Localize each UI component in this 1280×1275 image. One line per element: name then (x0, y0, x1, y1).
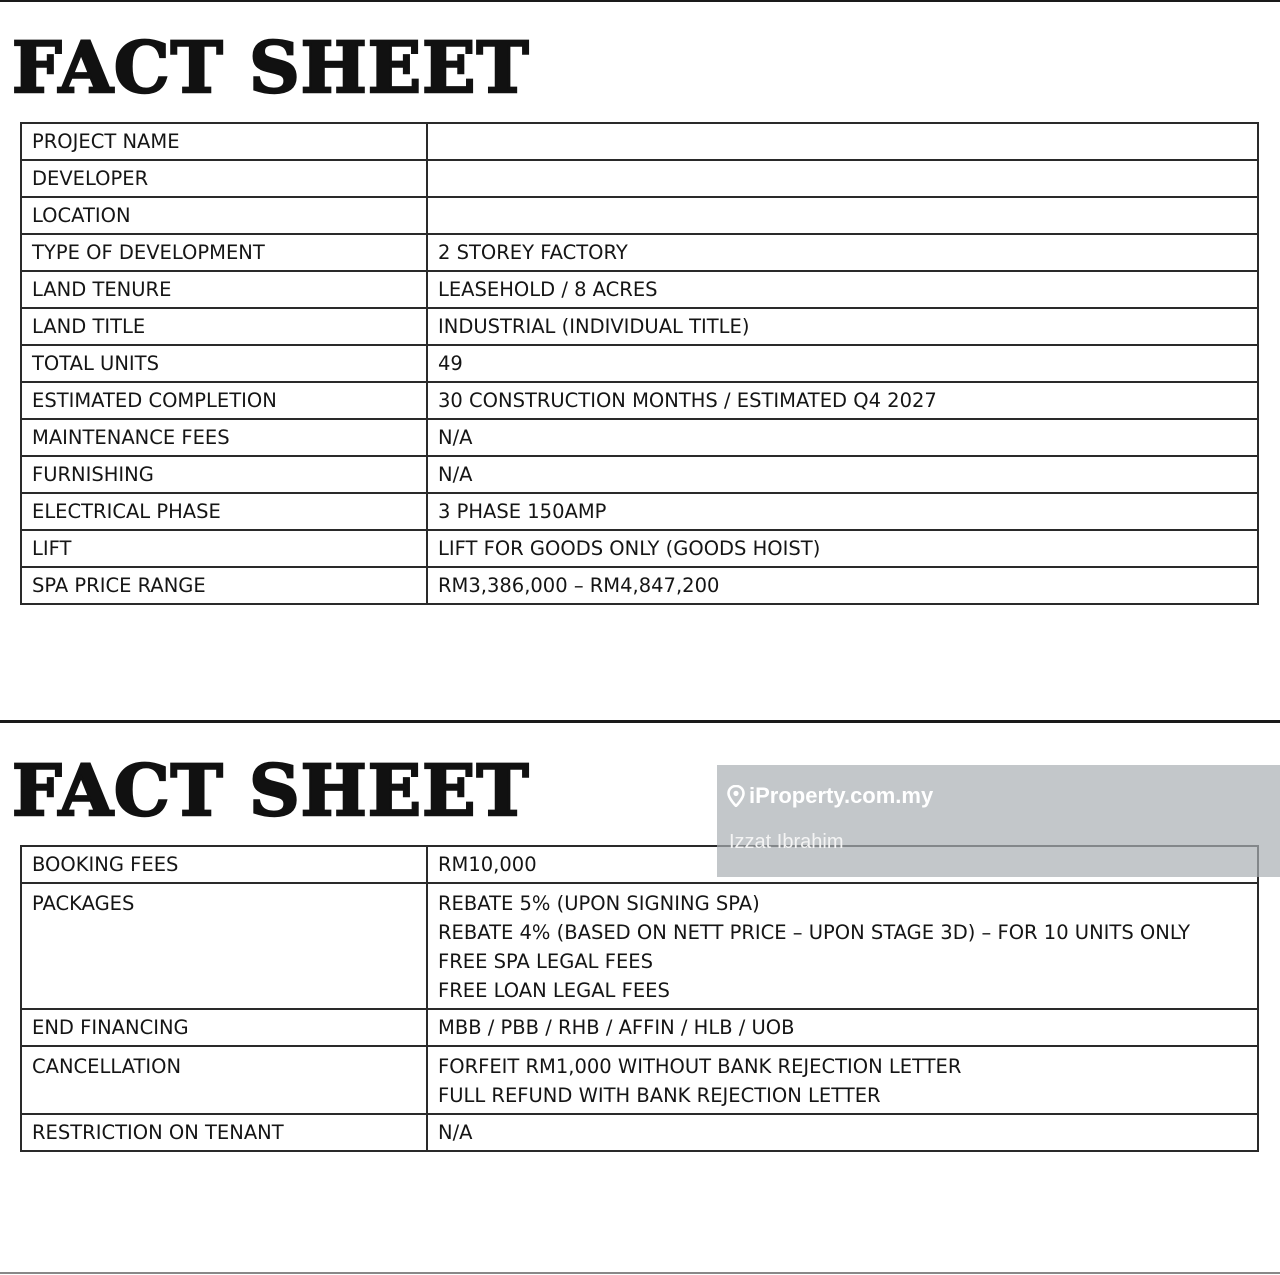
row-value-restriction-on-tenant: N/A (427, 1114, 1258, 1151)
row-label-location: LOCATION (21, 197, 427, 234)
row-label-electrical-phase: ELECTRICAL PHASE (21, 493, 427, 530)
table-row (21, 419, 1258, 456)
cancellation-label-text: CANCELLATION (32, 1055, 182, 1078)
row-value-estimated-completion: 30 CONSTRUCTION MONTHS / ESTIMATED Q4 2027 (427, 382, 1258, 419)
packages-line: REBATE 4% (BASED ON NETT PRICE – UPON STAGE 3D) – FOR 10 UNITS ONLY (438, 921, 1191, 944)
row-value-spa-price-range: RM3,386,000 – RM4,847,200 (427, 567, 1258, 604)
packages-line: REBATE 5% (UPON SIGNING SPA) (438, 892, 760, 915)
iproperty-watermark (717, 765, 1280, 877)
table-row (21, 234, 1258, 271)
row-value-total-units: 49 (427, 345, 1258, 382)
row-value-location (427, 197, 1258, 234)
row-value-packages (427, 883, 1258, 1009)
row-value-booking-fees: RM10,000 (427, 846, 1258, 883)
table-row (21, 530, 1258, 567)
table-row (21, 883, 1258, 1009)
table-row (21, 493, 1258, 530)
bottom-border (0, 1272, 1280, 1274)
fact-sheet-table-1 (20, 122, 1259, 605)
row-value-type-of-development: 2 STOREY FACTORY (427, 234, 1258, 271)
row-label-developer: DEVELOPER (21, 160, 427, 197)
table-row (21, 1009, 1258, 1046)
row-label-end-financing: END FINANCING (21, 1009, 427, 1046)
table-row (21, 160, 1258, 197)
row-label-restriction-on-tenant: RESTRICTION ON TENANT (21, 1114, 427, 1151)
fact-sheet-heading-2: FACT SHEET (12, 749, 530, 832)
row-value-end-financing: MBB / PBB / RHB / AFFIN / HLB / UOB (427, 1009, 1258, 1046)
table-row (21, 123, 1258, 160)
table-row (21, 382, 1258, 419)
row-value-land-title: INDUSTRIAL (INDIVIDUAL TITLE) (427, 308, 1258, 345)
row-value-cancellation (427, 1046, 1258, 1114)
packages-label-text: PACKAGES (32, 892, 135, 915)
row-label-total-units: TOTAL UNITS (21, 345, 427, 382)
row-value-maintenance-fees: N/A (427, 419, 1258, 456)
section-divider (0, 720, 1280, 723)
table-row (21, 308, 1258, 345)
table-row (21, 197, 1258, 234)
packages-line: FREE LOAN LEGAL FEES (438, 979, 670, 1002)
row-label-packages (21, 883, 427, 1009)
table-row (21, 1114, 1258, 1151)
table-row (21, 271, 1258, 308)
row-label-spa-price-range: SPA PRICE RANGE (21, 567, 427, 604)
row-label-cancellation (21, 1046, 427, 1114)
row-value-electrical-phase: 3 PHASE 150AMP (427, 493, 1258, 530)
row-label-maintenance-fees: MAINTENANCE FEES (21, 419, 427, 456)
row-label-project-name: PROJECT NAME (21, 123, 427, 160)
row-label-booking-fees: BOOKING FEES (21, 846, 427, 883)
watermark-agent-name: Izzat Ibrahim (729, 831, 844, 853)
row-value-developer (427, 160, 1258, 197)
row-value-lift: LIFT FOR GOODS ONLY (GOODS HOIST) (427, 530, 1258, 567)
cancellation-line: FORFEIT RM1,000 WITHOUT BANK REJECTION LETTER (438, 1055, 962, 1078)
row-label-type-of-development: TYPE OF DEVELOPMENT (21, 234, 427, 271)
table-row (21, 456, 1258, 493)
watermark-brand (727, 783, 933, 809)
row-label-estimated-completion: ESTIMATED COMPLETION (21, 382, 427, 419)
row-label-furnishing: FURNISHING (21, 456, 427, 493)
top-border (0, 0, 1280, 2)
table-row (21, 1046, 1258, 1114)
fact-sheet-table-2 (20, 845, 1259, 1152)
table-row (21, 345, 1258, 382)
row-label-land-tenure: LAND TENURE (21, 271, 427, 308)
cancellation-line: FULL REFUND WITH BANK REJECTION LETTER (438, 1084, 881, 1107)
row-label-land-title: LAND TITLE (21, 308, 427, 345)
row-value-project-name (427, 123, 1258, 160)
row-value-land-tenure: LEASEHOLD / 8 ACRES (427, 271, 1258, 308)
fact-sheet-heading-1: FACT SHEET (12, 26, 530, 109)
location-pin-icon (727, 785, 745, 807)
watermark-brand-text: iProperty.com.my (749, 783, 934, 808)
table-row (21, 567, 1258, 604)
row-value-furnishing: N/A (427, 456, 1258, 493)
packages-line: FREE SPA LEGAL FEES (438, 950, 653, 973)
row-label-lift: LIFT (21, 530, 427, 567)
